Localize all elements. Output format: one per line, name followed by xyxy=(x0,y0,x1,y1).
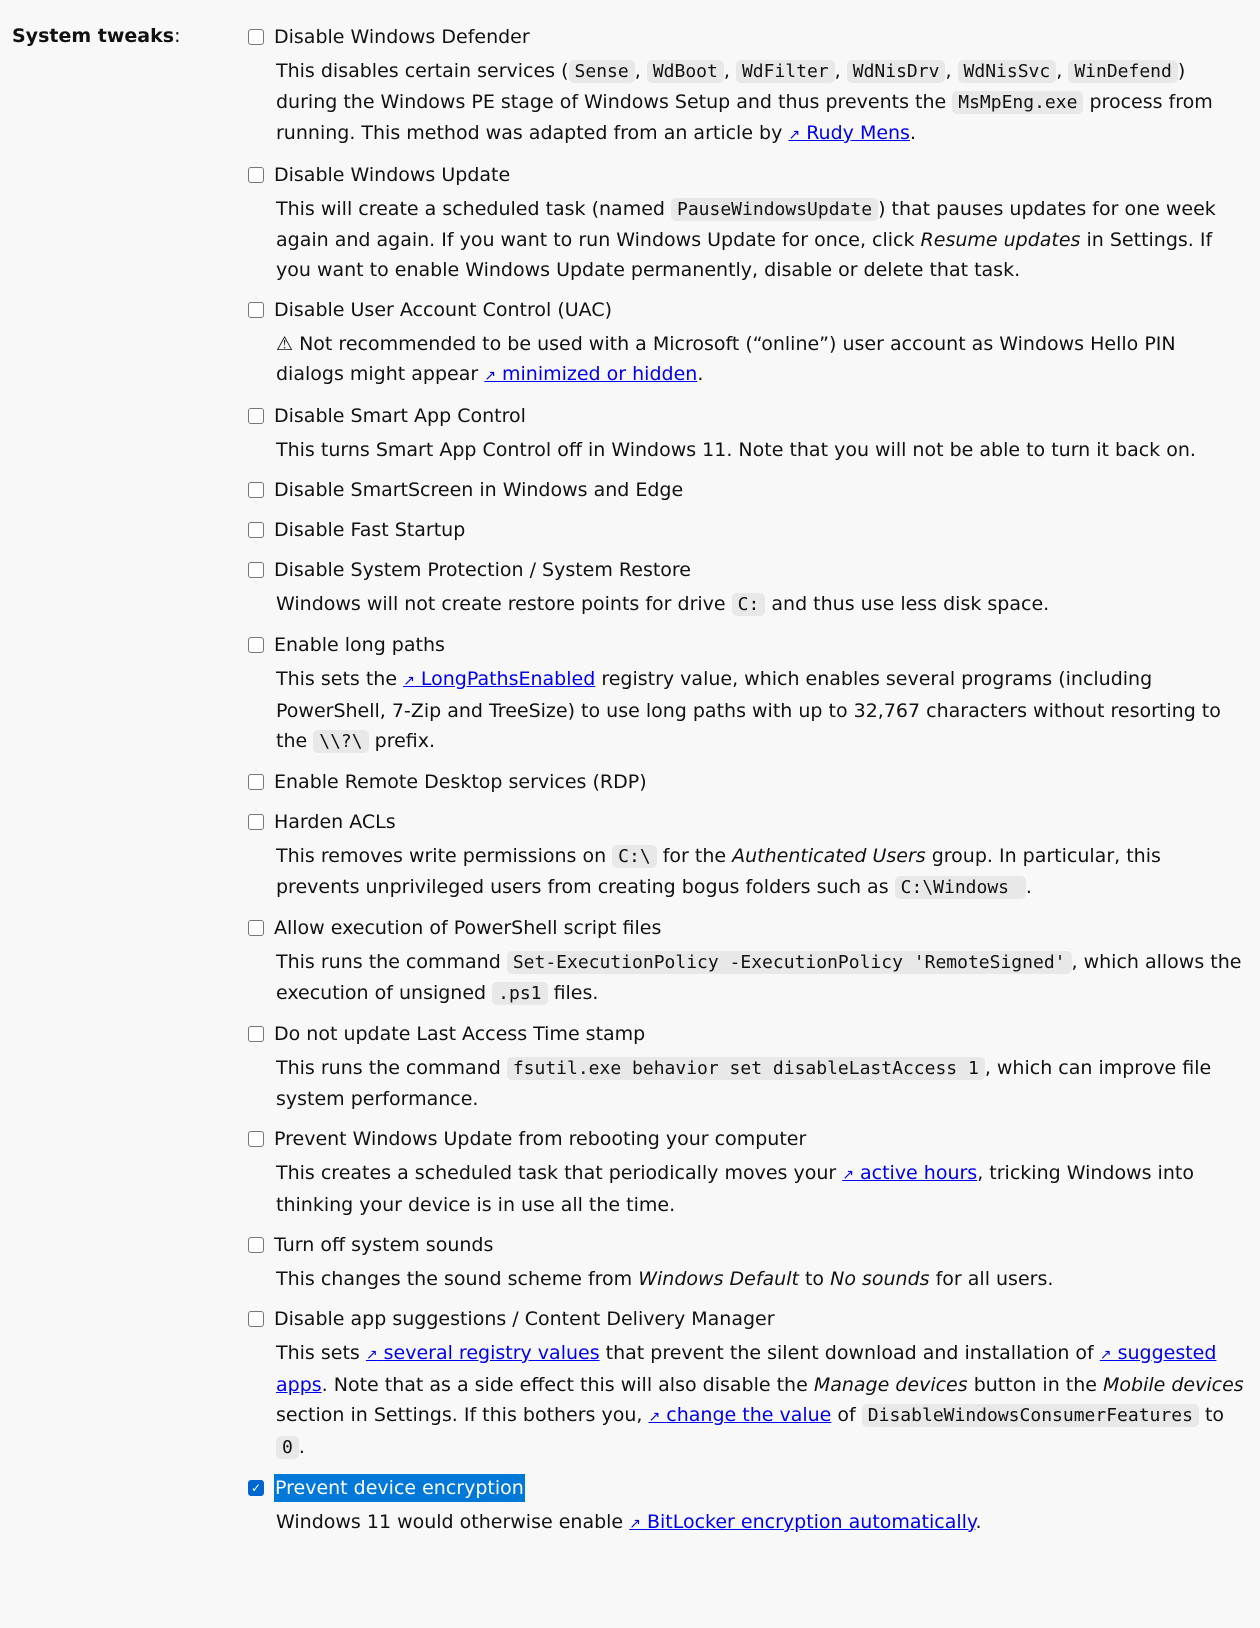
section-title: System tweaks xyxy=(12,25,175,47)
emphasis: Authenticated Users xyxy=(732,845,926,867)
option-toggle[interactable] xyxy=(248,22,1244,52)
checkbox[interactable] xyxy=(248,482,264,498)
checkmark-icon: ✓ xyxy=(250,1481,262,1495)
option-description xyxy=(276,947,1244,1009)
desc-text: ) that pauses updates for one week again and again. If you want to run Windows Update for once, click xyxy=(276,198,1216,251)
comma: , xyxy=(634,60,641,82)
checkbox[interactable] xyxy=(248,774,264,790)
desc-text: Windows will not create restore points for drive xyxy=(276,593,726,615)
option-disable-app-suggestions xyxy=(248,1304,1244,1463)
desc-text: This disables certain services ( xyxy=(276,60,569,82)
option-harden-acls xyxy=(248,807,1244,903)
desc-text: , which can improve file system performance. xyxy=(276,1057,1212,1110)
option-disable-uac xyxy=(248,295,1244,391)
option-disable-system-protection xyxy=(248,555,1244,620)
code: C: xyxy=(732,593,766,616)
option-toggle[interactable] xyxy=(248,1473,1244,1503)
desc-text: prefix. xyxy=(374,730,436,752)
option-toggle[interactable] xyxy=(248,1124,1244,1154)
desc-text: This runs the command xyxy=(276,1057,501,1079)
desc-text: This creates a scheduled task that periodically moves your xyxy=(276,1162,837,1184)
option-toggle[interactable] xyxy=(248,1019,1244,1049)
code: Set-ExecutionPolicy -ExecutionPolicy 'RemoteSigned' xyxy=(507,951,1072,974)
desc-text: for all users. xyxy=(935,1268,1054,1290)
external-link-icon: ↗ xyxy=(842,1167,854,1183)
emphasis: Manage devices xyxy=(813,1374,968,1396)
warning-icon: ⚠ xyxy=(276,333,294,355)
checkbox[interactable] xyxy=(248,302,264,318)
comma: , xyxy=(945,60,952,82)
desc-text: to xyxy=(804,1268,825,1290)
desc-text: This sets xyxy=(276,1342,360,1364)
period: . xyxy=(975,1511,982,1533)
option-description xyxy=(276,194,1244,285)
option-description xyxy=(276,1158,1244,1220)
option-label[interactable]: Disable System Protection / System Restore xyxy=(274,559,691,581)
desc-text: and thus use less disk space. xyxy=(771,593,1050,615)
option-description xyxy=(276,1264,1244,1294)
desc-text: ) during the Windows PE stage of Windows Setup and thus prevents the xyxy=(276,60,1186,113)
desc-text: of xyxy=(837,1404,856,1426)
code: WdFilter xyxy=(736,60,835,83)
external-link-icon: ↗ xyxy=(1099,1347,1112,1363)
desc-text: process from running. This method was adapted from an article by xyxy=(276,91,1213,144)
link-several-registry-values[interactable] xyxy=(366,1342,600,1364)
checkbox[interactable] xyxy=(248,637,264,653)
option-enable-rdp xyxy=(248,767,1244,797)
option-toggle[interactable] xyxy=(248,515,1244,545)
code: WdBoot xyxy=(647,60,724,83)
link-change-the-value[interactable] xyxy=(649,1404,832,1426)
option-label[interactable]: Turn off system sounds xyxy=(274,1234,494,1256)
desc-text: This turns Smart App Control off in Windows 11. Note that you will not be able to turn it back on. xyxy=(276,439,1196,461)
code: WdNisDrv xyxy=(847,60,946,83)
code: .ps1 xyxy=(492,982,547,1005)
code: \\?\ xyxy=(313,730,368,753)
option-description xyxy=(276,589,1244,620)
link-bitlocker[interactable] xyxy=(629,1511,975,1533)
emphasis: No sounds xyxy=(830,1268,930,1290)
code: C:\ xyxy=(612,845,657,868)
option-description xyxy=(276,1338,1244,1463)
option-label[interactable]: Disable Fast Startup xyxy=(274,519,466,541)
option-toggle[interactable] xyxy=(248,1230,1244,1260)
option-description xyxy=(276,1507,1244,1539)
desc-text: Not recommended to be used with a Microsoft (“online”) user account as Windows Hello PIN dialogs might appear xyxy=(276,333,1176,385)
code: C:\Windows xyxy=(895,876,1026,899)
option-label[interactable]: Enable Remote Desktop services (RDP) xyxy=(274,771,647,793)
option-toggle[interactable] xyxy=(248,807,1244,837)
checkbox[interactable] xyxy=(248,522,264,538)
code: PauseWindowsUpdate xyxy=(671,198,878,221)
option-label[interactable]: Harden ACLs xyxy=(274,811,396,833)
checkbox[interactable] xyxy=(248,814,264,830)
option-allow-powershell-scripts xyxy=(248,913,1244,1009)
link-text[interactable]: minimized or hidden xyxy=(502,363,698,385)
external-link-icon: ↗ xyxy=(403,673,415,689)
option-toggle[interactable] xyxy=(248,555,1244,585)
option-toggle[interactable] xyxy=(248,295,1244,325)
option-label[interactable]: Disable Windows Update xyxy=(274,164,511,186)
option-label[interactable]: Prevent device encryption xyxy=(274,1474,525,1502)
external-link-icon: ↗ xyxy=(365,1347,378,1363)
option-label[interactable]: Enable long paths xyxy=(274,634,445,656)
link-text[interactable]: LongPathsEnabled xyxy=(420,668,596,690)
checkbox[interactable] xyxy=(248,1237,264,1253)
external-link-icon: ↗ xyxy=(648,1409,661,1425)
section-colon: : xyxy=(174,25,181,47)
comma: , xyxy=(723,60,730,82)
desc-text: . Note that as a side effect this will also disable the xyxy=(321,1374,808,1396)
link-active-hours[interactable] xyxy=(842,1162,977,1184)
desc-text: section in Settings. If this bothers you, xyxy=(276,1404,643,1426)
option-label[interactable]: Allow execution of PowerShell script files xyxy=(274,917,662,939)
option-description xyxy=(276,435,1244,465)
desc-text: for the xyxy=(662,845,727,867)
desc-text: This changes the sound scheme from xyxy=(276,1268,633,1290)
code: 0 xyxy=(276,1436,299,1459)
checkbox[interactable] xyxy=(248,1131,264,1147)
desc-text: button in the xyxy=(973,1374,1097,1396)
desc-text: , tricking Windows into thinking your device is in use all the time. xyxy=(276,1162,1194,1216)
link-text[interactable]: Rudy Mens xyxy=(806,122,910,144)
option-toggle[interactable] xyxy=(248,630,1244,660)
option-description xyxy=(276,56,1244,150)
code: fsutil.exe behavior set disableLastAccess 1 xyxy=(507,1057,985,1080)
option-label[interactable]: Prevent Windows Update from rebooting your computer xyxy=(274,1128,807,1150)
emphasis: Windows Default xyxy=(638,1268,799,1290)
option-disable-defender xyxy=(248,22,1244,150)
external-link-icon: ↗ xyxy=(629,1516,641,1532)
external-link-icon: ↗ xyxy=(484,368,496,384)
desc-text: This will create a scheduled task (named xyxy=(276,198,665,220)
checkbox[interactable] xyxy=(248,1311,264,1327)
option-enable-long-paths xyxy=(248,630,1244,757)
period: . xyxy=(909,122,917,144)
link-text[interactable]: several registry values xyxy=(383,1342,600,1364)
desc-text: , which allows the execution of unsigned xyxy=(276,951,1242,1004)
checkbox[interactable] xyxy=(248,562,264,578)
option-label[interactable]: Disable SmartScreen in Windows and Edge xyxy=(274,479,684,501)
checkbox[interactable] xyxy=(248,167,264,183)
option-prevent-device-encryption xyxy=(248,1473,1244,1539)
link-longpathsenabled[interactable] xyxy=(403,668,595,690)
tweaks-list xyxy=(248,22,1244,1539)
option-label[interactable]: Disable Windows Defender xyxy=(274,26,530,48)
desc-text: in Settings. If you want to enable Windows Update permanently, disable or delete that task. xyxy=(276,229,1213,281)
comma: , xyxy=(834,60,841,82)
comma: , xyxy=(1056,60,1063,82)
option-toggle[interactable] xyxy=(248,1304,1244,1334)
desc-text: This removes write permissions on xyxy=(276,845,607,867)
code: MsMpEng.exe xyxy=(952,91,1083,114)
link-text[interactable]: change the value xyxy=(666,1404,832,1426)
checkbox[interactable] xyxy=(248,920,264,936)
option-disable-fast-startup xyxy=(248,515,1244,545)
desc-text: This runs the command xyxy=(276,951,501,973)
desc-text: registry value, which enables several programs (including PowerShell, 7-Zip and TreeSize) to use long paths with up to 32,767 characters without resorting to the xyxy=(276,668,1221,752)
checkbox[interactable] xyxy=(248,29,264,45)
option-label[interactable]: Disable Smart App Control xyxy=(274,405,526,427)
link-minimized-or-hidden[interactable] xyxy=(484,363,697,385)
period: . xyxy=(697,363,704,385)
desc-text: Windows 11 would otherwise enable xyxy=(276,1511,624,1533)
code: WinDefend xyxy=(1068,60,1178,83)
link-text[interactable]: suggested apps xyxy=(276,1342,1217,1396)
checkbox-checked[interactable] xyxy=(248,1480,264,1496)
code: DisableWindowsConsumerFeatures xyxy=(862,1404,1199,1427)
option-description xyxy=(276,841,1244,903)
option-label[interactable]: Disable User Account Control (UAC) xyxy=(274,299,613,321)
link-text[interactable]: BitLocker encryption automatically xyxy=(646,1511,976,1533)
option-disable-windows-update xyxy=(248,160,1244,285)
option-toggle[interactable] xyxy=(248,767,1244,797)
code: WdNisSvc xyxy=(958,60,1057,83)
link-text[interactable]: active hours xyxy=(860,1162,978,1184)
desc-text: to xyxy=(1204,1404,1225,1426)
desc-text: group. In particular, this prevents unprivileged users from creating bogus folders such as xyxy=(276,845,1161,898)
option-description xyxy=(276,1053,1244,1114)
period: . xyxy=(298,1436,305,1458)
option-toggle[interactable] xyxy=(248,475,1244,505)
option-label[interactable]: Disable app suggestions / Content Delivery Manager xyxy=(274,1308,775,1330)
option-toggle[interactable] xyxy=(248,913,1244,943)
emphasis: Mobile devices xyxy=(1103,1374,1244,1396)
option-prevent-update-reboot xyxy=(248,1124,1244,1220)
option-label[interactable]: Do not update Last Access Time stamp xyxy=(274,1023,646,1045)
desc-text: that prevent the silent download and installation of xyxy=(605,1342,1094,1364)
option-turn-off-sounds xyxy=(248,1230,1244,1294)
link-rudy-mens[interactable] xyxy=(788,122,910,144)
option-disable-smart-app-control xyxy=(248,401,1244,465)
option-toggle[interactable] xyxy=(248,401,1244,431)
option-toggle[interactable] xyxy=(248,160,1244,190)
checkbox[interactable] xyxy=(248,408,264,424)
option-description xyxy=(276,329,1244,391)
option-disable-smartscreen xyxy=(248,475,1244,505)
period: . xyxy=(1025,876,1032,898)
emphasis: Resume updates xyxy=(920,229,1081,251)
code: Sense xyxy=(569,60,635,83)
checkbox[interactable] xyxy=(248,1026,264,1042)
option-description xyxy=(276,664,1244,757)
desc-text: This sets the xyxy=(276,668,398,690)
option-disable-last-access xyxy=(248,1019,1244,1114)
section-label xyxy=(12,22,180,50)
desc-text: files. xyxy=(553,982,599,1004)
external-link-icon: ↗ xyxy=(788,127,801,143)
